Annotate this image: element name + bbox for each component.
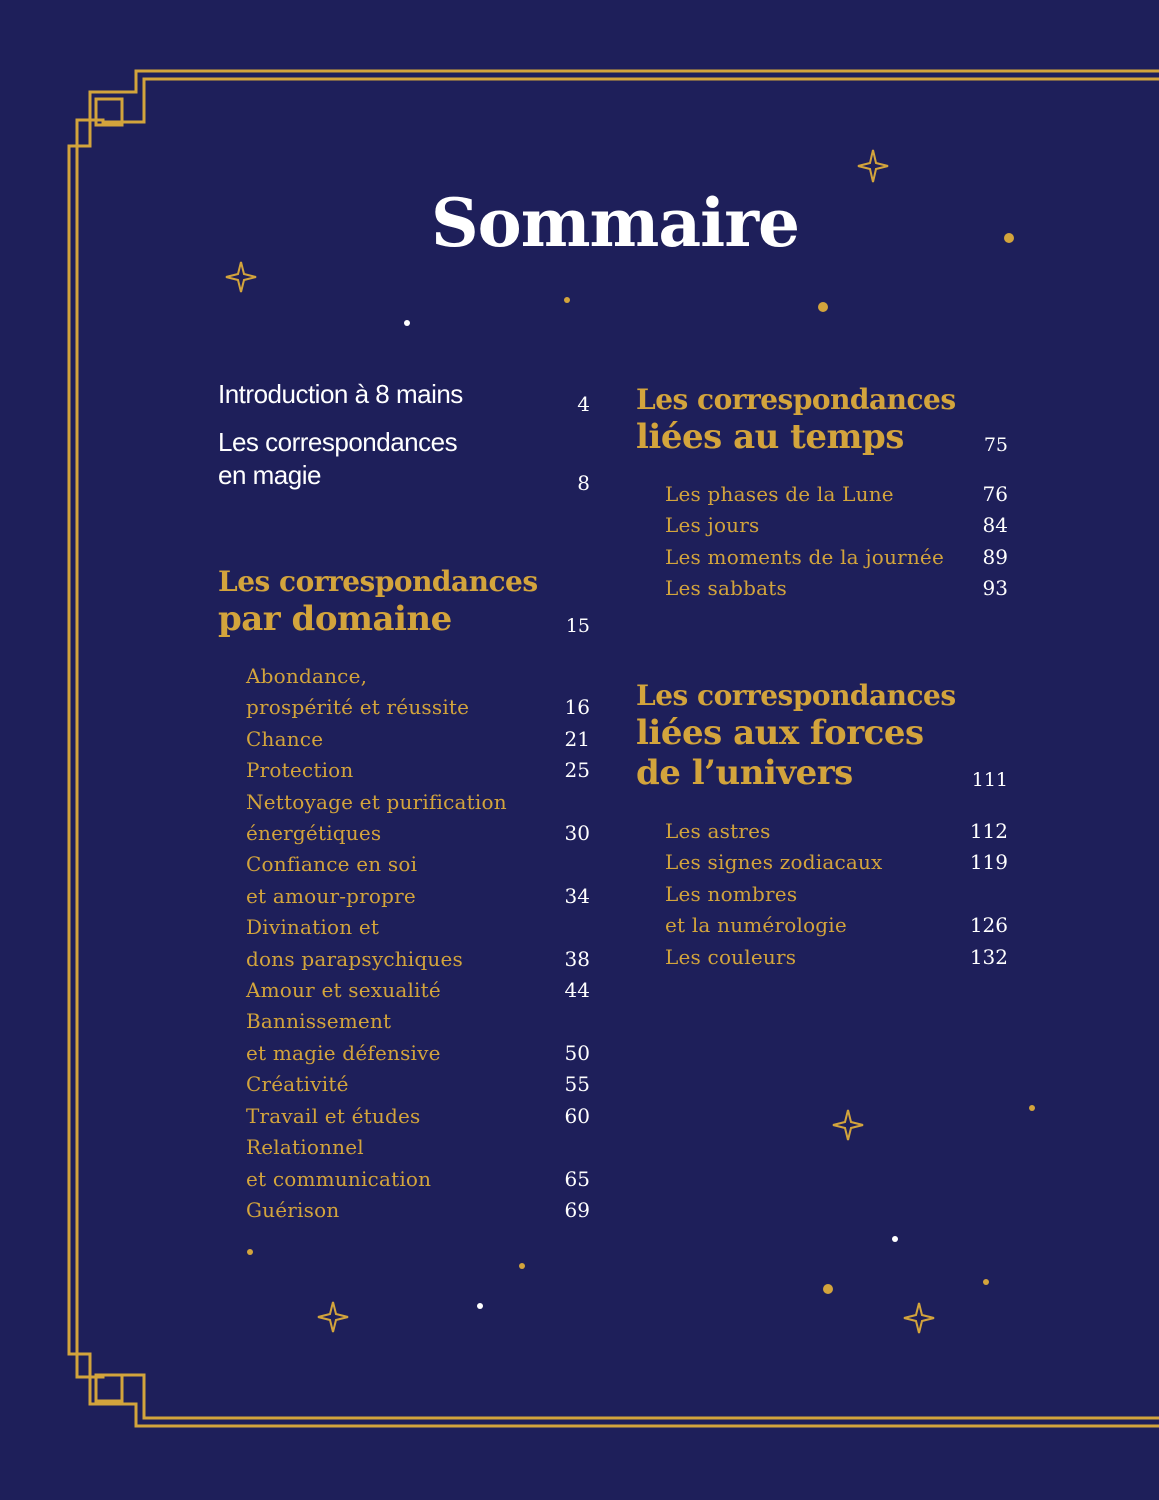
toc-page-number: 44 <box>564 978 590 1003</box>
toc-page-number: 30 <box>564 821 590 846</box>
toc-entry[interactable] <box>246 661 590 724</box>
toc-entry-label: Chance <box>246 726 324 751</box>
section-title-line2: par domaine <box>218 599 452 639</box>
toc-page-number: 34 <box>564 883 590 908</box>
toc-entry[interactable] <box>665 816 1008 847</box>
toc-entry[interactable] <box>665 573 1008 604</box>
toc-page-number: 16 <box>564 695 590 720</box>
toc-page-number: 69 <box>564 1197 590 1222</box>
toc-entry[interactable] <box>246 912 590 975</box>
section-title-line3: de l’univers <box>636 753 853 793</box>
section-title-domaine[interactable] <box>218 565 538 639</box>
toc-entry-label: et communication <box>246 1166 432 1191</box>
toc-page-number: 89 <box>982 544 1008 569</box>
toc-entry-label: Travail et études <box>246 1103 421 1128</box>
toc-page-number: 112 <box>969 819 1008 843</box>
toc-entry-label: Créativité <box>246 1072 349 1097</box>
toc-entry-label: et la numérologie <box>665 913 847 938</box>
section-title-line1: Les correspondances <box>218 565 538 598</box>
toc-entry[interactable] <box>665 942 1008 973</box>
section-univers-entries <box>665 816 1008 973</box>
toc-page-number: 76 <box>982 482 1008 506</box>
toc-entry-label: et magie défensive <box>246 1040 441 1065</box>
toc-entry[interactable] <box>246 975 590 1006</box>
toc-entry[interactable] <box>665 542 1008 573</box>
toc-entry[interactable] <box>665 479 1008 510</box>
toc-entry-label: Confiance en soi <box>246 852 418 877</box>
toc-entry-label: Les signes zodiacaux <box>665 850 883 875</box>
toc-entry-label: Guérison <box>246 1197 340 1222</box>
page-title: Sommaire <box>431 184 799 262</box>
toc-entry[interactable] <box>246 724 590 755</box>
toc-intro-label: Introduction à 8 mains <box>218 379 463 409</box>
toc-entry-label: Bannissement <box>246 1009 392 1034</box>
section-domaine-entries <box>246 661 590 1226</box>
toc-page-number: 8 <box>577 471 590 495</box>
toc-entry[interactable] <box>246 1132 590 1195</box>
toc-entry[interactable] <box>246 1101 590 1132</box>
toc-entry[interactable] <box>246 1006 590 1069</box>
section-title-temps[interactable] <box>636 383 956 457</box>
toc-entry-label: Protection <box>246 758 354 783</box>
toc-page-number: 50 <box>564 1040 590 1065</box>
section-page-number: 15 <box>565 615 590 637</box>
toc-page-number: 93 <box>982 576 1008 601</box>
toc-entry[interactable] <box>665 510 1008 541</box>
toc-entry-label: et amour-propre <box>246 883 416 908</box>
section-title-line1: Les correspondances <box>636 383 956 416</box>
section-title-line2: liées au temps <box>636 417 904 457</box>
toc-entry-label: Les nombres <box>665 881 798 906</box>
toc-page-number: 25 <box>564 758 590 783</box>
toc-entry[interactable] <box>246 787 590 850</box>
toc-magic-label-line1: Les correspondances <box>218 427 458 457</box>
section-page-number: 75 <box>983 434 1008 456</box>
toc-entry-label: dons parapsychiques <box>246 946 463 971</box>
toc-page-number: 4 <box>577 392 590 416</box>
toc-page-number: 126 <box>969 913 1008 938</box>
toc-entry[interactable] <box>246 1195 590 1226</box>
toc-entry[interactable] <box>246 755 590 786</box>
toc-entry-label: prospérité et réussite <box>246 695 470 720</box>
toc-entry-label: Les moments de la journée <box>665 544 944 569</box>
toc-entry[interactable] <box>246 849 590 912</box>
section-temps-entries <box>665 479 1008 605</box>
toc-page-number: 119 <box>969 850 1008 875</box>
section-page-number: 111 <box>971 769 1008 791</box>
toc-entry-label: Les sabbats <box>665 576 787 601</box>
toc-intro-entry[interactable] <box>218 378 590 414</box>
toc-entry[interactable] <box>246 1069 590 1100</box>
toc-page-number: 55 <box>564 1072 590 1097</box>
toc-entry-label: énergétiques <box>246 821 382 846</box>
toc-entry-label: Abondance, <box>246 664 368 688</box>
toc-entry-label: Relationnel <box>246 1135 364 1160</box>
toc-magic-label-line2: en magie <box>218 460 321 490</box>
toc-entry-label: Les astres <box>665 819 771 843</box>
toc-page-number: 84 <box>982 513 1008 538</box>
toc-entry-label: Les jours <box>665 513 760 538</box>
toc-entry-label: Les couleurs <box>665 944 797 969</box>
toc-entry-label: Divination et <box>246 915 380 940</box>
toc-magic-entry[interactable] <box>218 426 590 496</box>
toc-entry[interactable] <box>665 879 1008 942</box>
toc-entry-label: Nettoyage et purification <box>246 789 507 814</box>
toc-entry-label: Amour et sexualité <box>246 978 441 1003</box>
section-title-line2: liées aux forces <box>636 713 924 753</box>
toc-page-number: 38 <box>564 946 590 971</box>
toc-entry-label: Les phases de la Lune <box>665 482 894 506</box>
toc-page-number: 132 <box>969 944 1008 969</box>
toc-entry[interactable] <box>665 847 1008 878</box>
toc-page-number: 65 <box>564 1166 590 1191</box>
section-title-univers[interactable] <box>636 679 956 793</box>
toc-page-number: 60 <box>564 1103 590 1128</box>
section-title-line1: Les correspondances <box>636 679 956 712</box>
toc-page-number: 21 <box>564 726 590 751</box>
